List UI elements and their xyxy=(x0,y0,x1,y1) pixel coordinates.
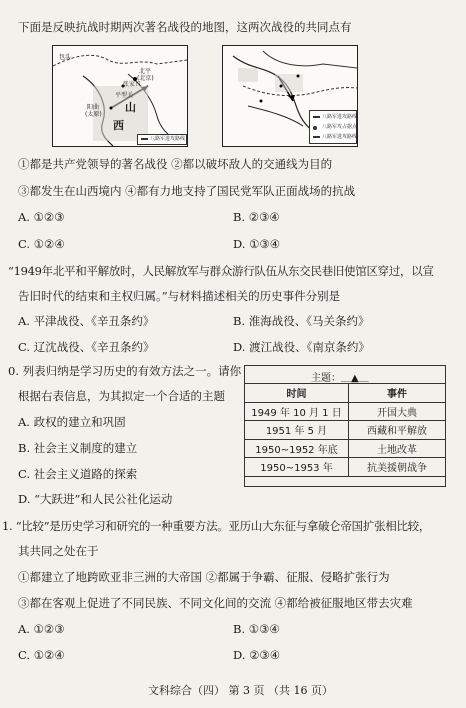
question-table-option-b[interactable]: B. 社会主义制度的建立 xyxy=(18,441,138,455)
map2-legend-route-1: 八路军进攻路线 xyxy=(322,114,358,120)
question-compare-statements-1: ①都建立了地跨欧亚非三洲的大帝国 ②都属于争霸、征服、侵略扩张行为 xyxy=(18,570,390,584)
table-header-event: 事件 xyxy=(349,384,446,403)
table-row xyxy=(245,421,446,440)
question-1949-option-b[interactable]: B. 淮海战役、《马关条约》 xyxy=(233,314,370,328)
map1-label-pingxingguan: 平型关 xyxy=(115,92,134,99)
map1-label-shan: 山 xyxy=(125,101,136,114)
table-cell-event: 土地改革 xyxy=(349,439,446,458)
question-compare-option-a[interactable]: A. ①②③ xyxy=(18,622,65,636)
map-hundred-regiments xyxy=(222,45,358,147)
table-cell-time: 1950~1953 年 xyxy=(245,458,349,477)
map1-label-beiping: 北平 xyxy=(139,68,152,75)
map1-label-xi: 西 xyxy=(113,119,124,132)
question-compare-stem-1: 1. “比较”是历史学习和研究的一种重要方法。亚历山大东征与拿破仑帝国扩张相比较， xyxy=(2,519,431,533)
table-cell-time: 1951 年 5 月 xyxy=(245,421,349,440)
map1-label-zhangjiakou: 张家口 xyxy=(123,81,142,88)
map1-label-taiyuan: (太原) xyxy=(85,111,102,118)
question-compare-statements-2: ③都在客观上促进了不同民族、不同文化间的交流 ④都给被征服地区带去灾难 xyxy=(18,596,413,610)
table-cell-event: 西藏和平解放 xyxy=(349,421,446,440)
question-compare-option-d[interactable]: D. ②③④ xyxy=(233,648,281,662)
question-table-option-c[interactable]: C. 社会主义道路的探索 xyxy=(18,467,138,481)
map1-label-beijing: (北京) xyxy=(137,75,154,82)
table-row xyxy=(245,458,446,477)
page-footer: 文科综合（四） 第 3 页 （共 16 页） xyxy=(148,684,333,697)
question-table-option-a[interactable]: A. 政权的建立和巩固 xyxy=(18,415,126,429)
table-row xyxy=(245,402,446,421)
question-1949-option-d[interactable]: D. 渡江战役、《南京条约》 xyxy=(233,340,370,354)
map1-legend xyxy=(137,134,187,145)
map2-legend xyxy=(309,110,357,144)
question-table-stem-2: 根据右表信息，为其拟定一个合适的主题 xyxy=(18,389,225,403)
question-1949-option-a[interactable]: A. 平津战役、《辛丑条约》 xyxy=(18,314,155,328)
question-compare-stem-2: 其共同之处在于 xyxy=(18,544,99,558)
question-compare-option-c[interactable]: C. ①②④ xyxy=(18,648,65,662)
question-1949-stem-1: “1949年北平和平解放时，人民解放军与群众游行队伍从东交民巷旧使馆区穿过，以宣 xyxy=(8,264,434,278)
question-table-stem-1: 0. 列表归纳是学习历史的有效方法之一。请你 xyxy=(8,364,242,378)
table-cell-event: 抗美援朝战争 xyxy=(349,458,446,477)
map2-legend-route-2: 八路军进攻路线 xyxy=(322,134,358,140)
theme-table xyxy=(244,383,446,477)
theme-table-caption: 主题：＿▲＿ xyxy=(311,373,369,384)
map1-legend-route: 八路军进攻路线 xyxy=(150,136,186,142)
question-maps-option-d[interactable]: D. ①③④ xyxy=(233,237,281,251)
table-cell-time: 1950~1952 年底 xyxy=(245,439,349,458)
question-1949-option-c[interactable]: C. 辽沈战役、《辛丑条约》 xyxy=(18,340,155,354)
question-table-option-d[interactable]: D. “大跃进”和人民公社化运动 xyxy=(18,492,173,506)
question-maps-option-b[interactable]: B. ②③④ xyxy=(233,210,280,224)
question-maps-option-a[interactable]: A. ①②③ xyxy=(18,210,65,224)
table-header-time: 时间 xyxy=(245,384,349,403)
question-maps-statements-1: ①都是共产党领导的著名战役 ②都以破坏敌人的交通线为目的 xyxy=(18,157,333,171)
table-row xyxy=(245,439,446,458)
map1-label-yangqu: 阳曲 xyxy=(87,104,100,111)
question-maps-stem: 下面是反映抗战时期两次著名战役的地图，这两次战役的共同点有 xyxy=(18,20,352,34)
table-cell-event: 开国大典 xyxy=(349,402,446,421)
question-maps-statements-2: ③都发生在山西境内 ④都有力地支持了国民党军队正面战场的抗战 xyxy=(18,184,356,198)
map-pingxingguan xyxy=(52,45,188,147)
map1-label-baotou: 包头 xyxy=(59,54,72,61)
question-1949-stem-2: 告旧时代的结束和主权归属。”与材料描述相关的历史事件分别是 xyxy=(18,289,341,303)
question-compare-option-b[interactable]: B. ①③④ xyxy=(233,622,280,636)
map2-legend-stronghold: 八路军攻占据点 xyxy=(322,124,358,130)
question-maps-option-c[interactable]: C. ①②④ xyxy=(18,237,65,251)
table-cell-time: 1949 年 10 月 1 日 xyxy=(245,402,349,421)
